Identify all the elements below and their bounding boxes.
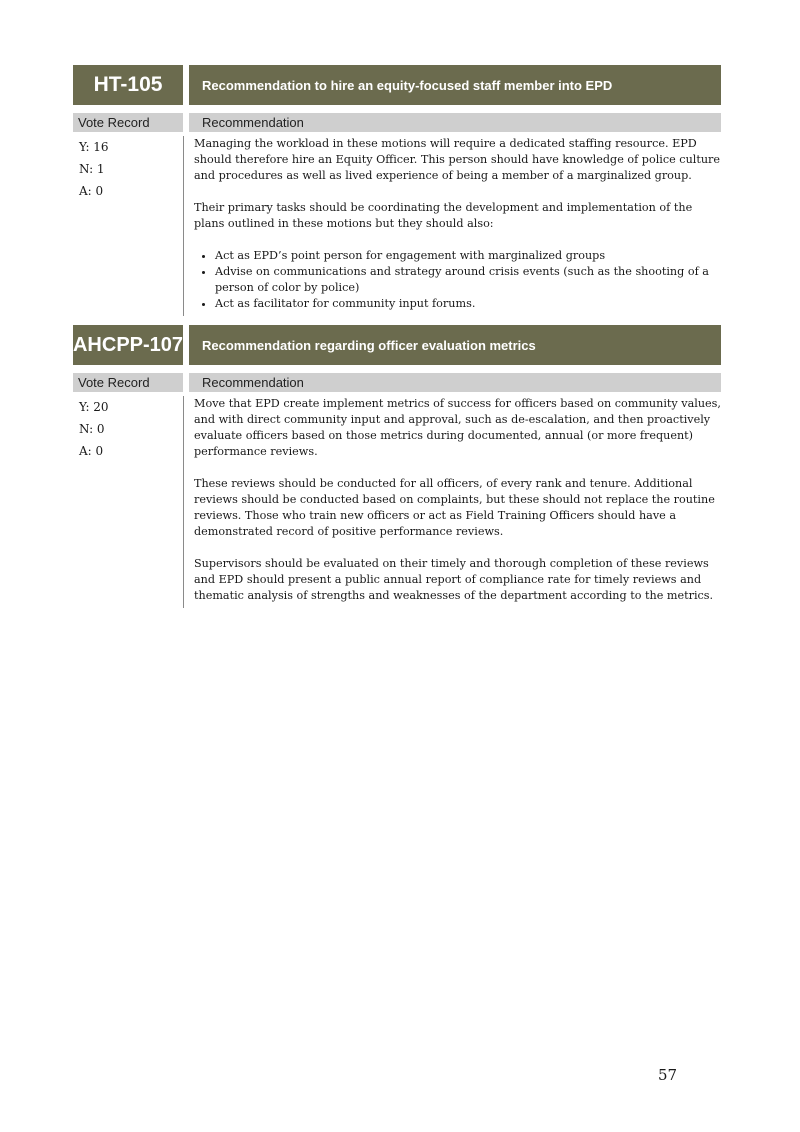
- section-header: [73, 325, 721, 365]
- column-labels: [73, 373, 721, 392]
- bullet-item: • Act as facilitator for community input forums.: [215, 296, 721, 312]
- bullet-item: • Act as EPD’s point person for engagement with marginalized groups: [215, 248, 721, 264]
- section-body: [73, 396, 721, 608]
- paragraph: Move that EPD create implement metrics of success for officers based on community values, and with direct community input and approval, such as de-escalation, and then proactively evaluate officers based on those metrics during documented, annual (or more frequent) performance reviews.: [194, 397, 721, 458]
- paragraph: Supervisors should be evaluated on their timely and thorough completion of these reviews and EPD should present a public annual report of compliance rate for timely reviews and thematic analysis of strengths and weaknesses of the department according to the metrics.: [194, 557, 714, 602]
- recommendation-text: [183, 136, 721, 316]
- page-number: 57: [658, 1066, 678, 1084]
- vote-abstain: A: 0: [79, 184, 104, 198]
- recommendation-text: [183, 396, 721, 608]
- vote-record: [73, 396, 183, 608]
- section-header: [73, 65, 721, 105]
- vote-yes: Y: 16: [79, 140, 109, 154]
- motion-title: Recommendation to hire an equity-focused staff member into EPD: [189, 65, 721, 105]
- motion-title: Recommendation regarding officer evaluation metrics: [189, 325, 721, 365]
- recommendation-label: Recommendation: [189, 373, 721, 392]
- paragraph: Managing the workload in these motions will require a dedicated staffing resource. EPD should therefore hire an Equity Officer. This person should have knowledge of police culture and procedures as well as lived experience of being a member of a marginalized group.: [194, 137, 721, 182]
- vote-no: N: 0: [79, 422, 105, 436]
- motion-code: HT-105: [73, 65, 183, 105]
- bullet-list: [194, 248, 721, 312]
- section-body: [73, 136, 721, 316]
- motion-code: AHCPP-107: [73, 325, 183, 365]
- recommendation-label: Recommendation: [189, 113, 721, 132]
- vote-no: N: 1: [79, 162, 105, 176]
- vote-record-label: Vote Record: [73, 113, 183, 132]
- vote-record-label: Vote Record: [73, 373, 183, 392]
- paragraph: Their primary tasks should be coordinating the development and implementation of the plans outlined in these motions but they should also:: [194, 201, 693, 230]
- motion-section-ht-105: [73, 65, 721, 316]
- vote-record: [73, 136, 183, 316]
- vote-abstain: A: 0: [79, 444, 104, 458]
- vote-yes: Y: 20: [79, 400, 109, 414]
- paragraph: These reviews should be conducted for all officers, of every rank and tenure. Additional reviews should be conducted based on complaints, but these should not replace the routine reviews. Those who train new officers or act as Field Training Officers should have a demonstrated record of positive performance reviews.: [194, 477, 715, 538]
- column-labels: [73, 113, 721, 132]
- bullet-item: • Advise on communications and strategy around crisis events (such as the shooting of a person of color by police): [215, 264, 721, 296]
- motion-section-ahcpp-107: [73, 325, 721, 608]
